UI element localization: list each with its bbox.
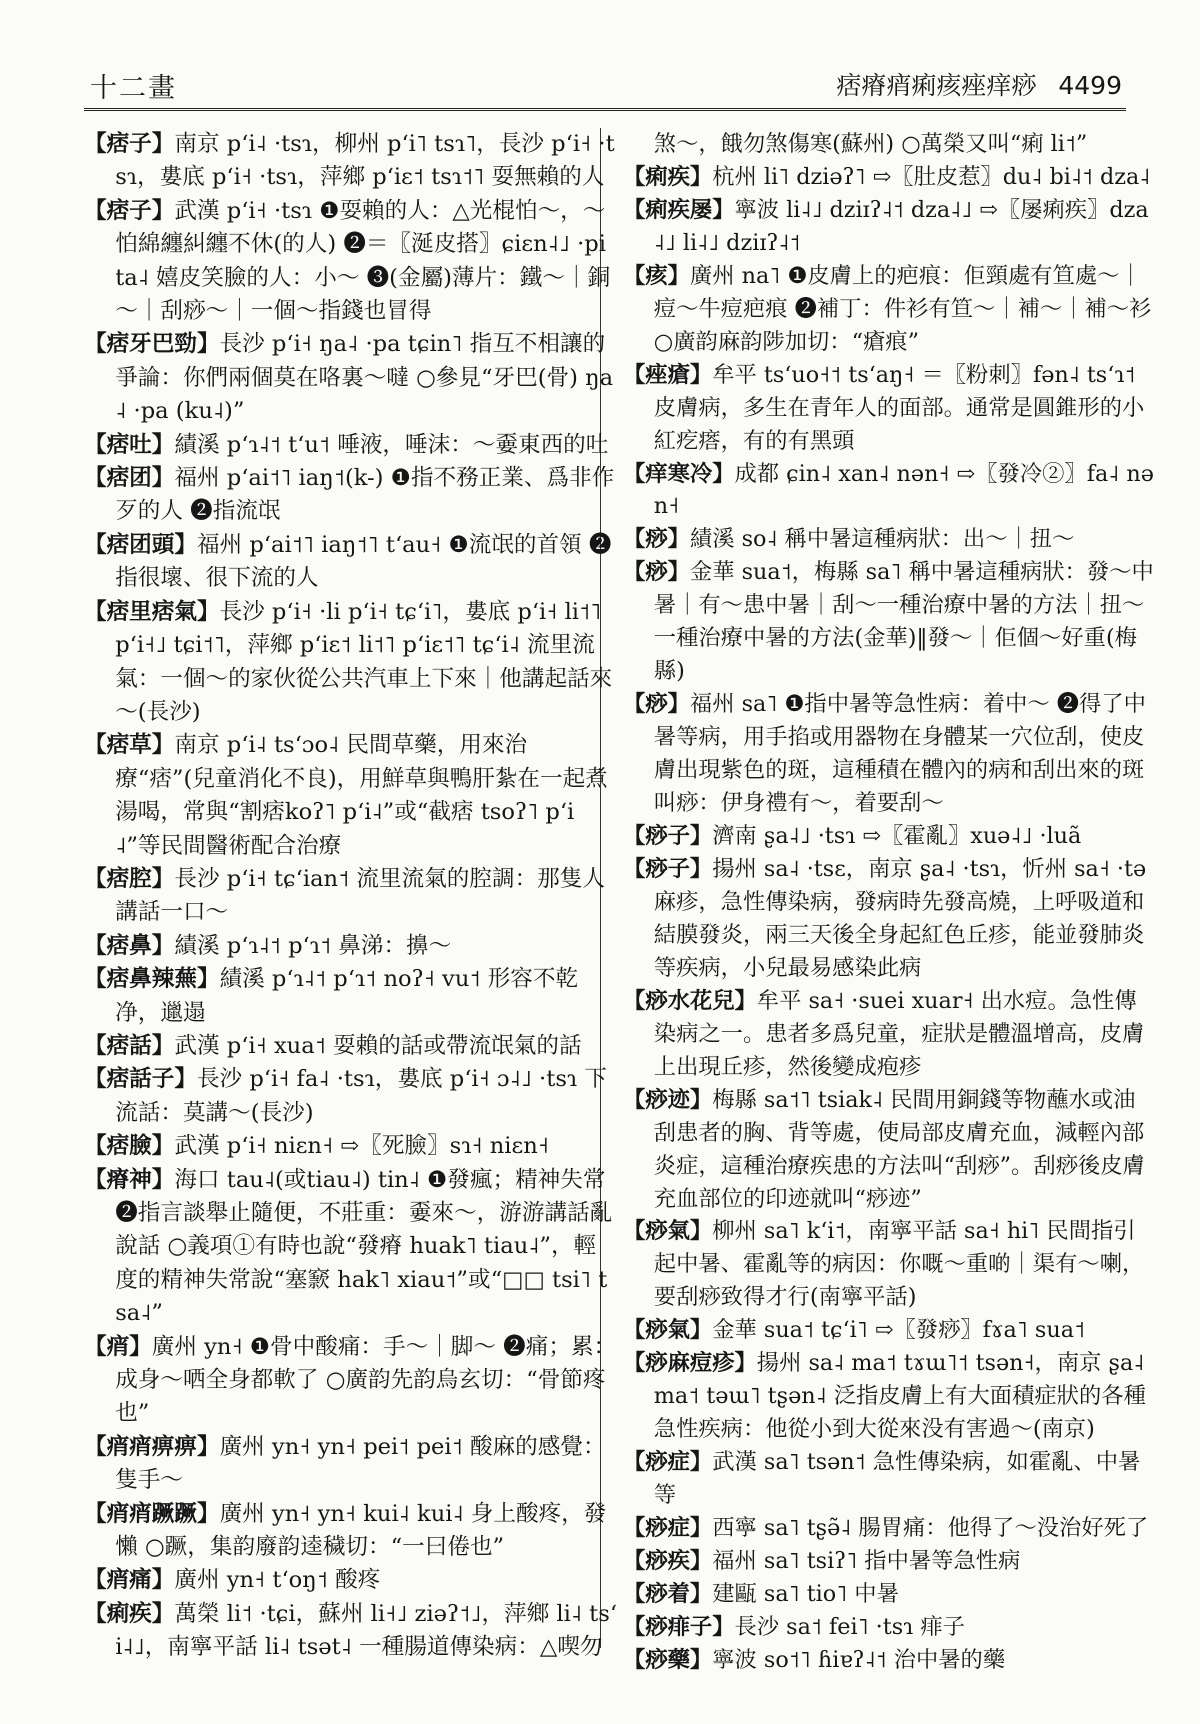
entry-headword: 【痢疾屡】 xyxy=(623,196,735,223)
entry-headword: 【痞腔】 xyxy=(84,865,175,892)
entry-definition: 揚州 sa˨ ·tsɛ，南京 ʂa˨ ·tsɿ，忻州 sa˧ ·tə 麻疹，急性傳染病，發病時先發高燒，上呼吸道和結膜發炎，兩三天後全身起紅色丘疹，能並發肺炎等疾病，小兒最易感染此病 xyxy=(653,855,1147,981)
dictionary-entry xyxy=(84,1598,618,1665)
entry-definition: 梅縣 sa˦˥ tsiak˨ 民間用銅錢等物蘸水或油刮患者的胸、背等處，使局部皮膚充血，減輕內部炎症，這種治療疾患的方法叫“刮痧”。刮痧後皮膚充血部位的印迹就叫“痧迹” xyxy=(653,1086,1145,1212)
entry-definition: 福州 pʻai˦˥ iaŋ˦(k-) ❶指不務正業、爲非作歹的人 ❷指流氓 xyxy=(115,465,615,525)
entry-definition: 南京 pʻi˨ ·tsɿ，柳州 pʻi˥ tsɿ˥，長沙 pʻi˧ ·tsɿ，婁底 pʻi˧ ·tsɿ，萍鄉 pʻiɛ˦ tsɿ˦˥ 耍無賴的人 xyxy=(115,131,615,191)
dictionary-entry xyxy=(623,1611,1157,1644)
dictionary-entry xyxy=(623,1084,1157,1216)
entry-definition: 牟平 sa˧ ·suei xuar˧ 出水痘。急性傳染病之一。患者多爲兒童，症狀是體溫增高，皮膚上出現丘疹，然後變成疱疹 xyxy=(653,987,1145,1080)
dictionary-entry xyxy=(84,963,618,1030)
dictionary-entry xyxy=(84,195,618,329)
entry-definition: 武漢 pʻi˧ niɛn˧ ⇨〖死臉〗sɿ˧ niɛn˧ xyxy=(174,1133,549,1160)
entry-headword: 【痢疾】 xyxy=(623,163,713,190)
entry-definition: 長沙 pʻi˧ tɕʻian˦ 流里流氣的腔調：那隻人講話一口～ xyxy=(115,865,605,926)
page-header xyxy=(84,62,1126,111)
dictionary-entry xyxy=(84,328,618,428)
guide-characters: 痞瘠痟痢痎痤痒痧 xyxy=(836,71,1037,100)
entry-definition: 萬榮 li˦ ·tɕi，蘇州 li˧˩ ziəʔ˦˩，萍鄉 li˨ tsʻi˨˩，南寧平話 li˨ tsət˨ 一種腸道傳染病：△喫勿 xyxy=(115,1600,618,1661)
entry-headword: 【痧子】 xyxy=(623,823,713,850)
dictionary-entry xyxy=(84,1331,618,1431)
dictionary-entry xyxy=(84,863,618,930)
entry-headword: 【痞話】 xyxy=(84,1032,175,1059)
dictionary-entry xyxy=(84,930,618,963)
entry-headword: 【痧水花兒】 xyxy=(623,987,757,1014)
entry-headword: 【痞鼻】 xyxy=(84,932,175,959)
entry-headword: 【痞草】 xyxy=(84,732,175,759)
dictionary-entry xyxy=(84,529,618,596)
entry-definition: 廣州 yn˧ ❶骨中酸痛：手～｜脚～ ❷痛；累：成身～哂全身都軟了 ○廣韵先韵烏玄切：“骨節疼也” xyxy=(115,1333,617,1427)
entry-headword: 【痟痛】 xyxy=(84,1567,175,1594)
entry-definition: 廣州 yn˧ yn˧ pei˦ pei˦ 酸麻的感覺：隻手～ xyxy=(115,1433,606,1494)
dictionary-entry xyxy=(623,194,1157,260)
entry-headword: 【痧】 xyxy=(623,691,690,718)
entry-definition: 福州 sa˥ tsiʔ˥ 指中暑等急性病 xyxy=(712,1547,1021,1574)
entry-headword: 【痧症】 xyxy=(623,1515,713,1542)
entry-headword: 【痧症】 xyxy=(623,1449,713,1476)
entry-headword: 【痧】 xyxy=(623,526,690,553)
stroke-count-heading: 十二畫 xyxy=(90,73,177,104)
entry-headword: 【痧着】 xyxy=(623,1580,713,1607)
dictionary-entry xyxy=(623,260,1157,359)
entry-headword: 【痧迹】 xyxy=(623,1086,713,1113)
entry-headword: 【痧麻痘疹】 xyxy=(623,1350,757,1377)
entry-headword: 【痧氣】 xyxy=(623,1317,713,1344)
dictionary-entry xyxy=(84,1564,618,1597)
running-head xyxy=(836,66,1122,102)
entry-definition: 建甌 sa˥ tio˥ 中暑 xyxy=(712,1580,899,1607)
entry-definition: 寧波 so˦˥ ɦiɐʔ˨˦ 治中暑的藥 xyxy=(712,1646,1006,1673)
entry-definition: 寧波 li˨˩ dziɪʔ˨˦ dza˨˩ ⇨〖屡痢疾〗dza˨˩ li˨˩ dziɪʔ˨˦ xyxy=(653,196,1149,256)
dictionary-entry xyxy=(84,1130,618,1163)
entry-headword: 【痧藥】 xyxy=(623,1646,713,1673)
entry-headword: 【痢疾】 xyxy=(84,1600,175,1627)
page-number: 4499 xyxy=(1058,71,1122,100)
entry-definition: 成都 ɕin˨ xan˨ nən˧ ⇨〖發冷②〗fa˨ nən˧ xyxy=(653,460,1154,520)
entry-headword: 【痟痟蹶蹶】 xyxy=(84,1500,220,1527)
entry-definition: 廣州 na˥ ❶皮膚上的疤痕：佢頸處有笪處～｜痘～牛痘疤痕 ❷補丁：件衫有笪～｜補～｜補～衫 ○廣韵麻韵陟加切：“瘡痕” xyxy=(653,262,1152,355)
dictionary-entry xyxy=(84,1164,618,1331)
dictionary-entry xyxy=(623,1644,1157,1677)
dictionary-entry xyxy=(84,1063,618,1130)
dictionary-entry xyxy=(623,853,1157,985)
dictionary-entry xyxy=(623,359,1157,458)
dictionary-entry xyxy=(623,1446,1157,1512)
entry-definition: 煞～，餓勿煞傷寒(蘇州) ○萬榮又叫“痢 li˦” xyxy=(653,131,1088,157)
entry-definition: 福州 pʻai˦˥ iaŋ˦˥ tʻau˧ ❶流氓的首領 ❷指很壞、很下流的人 xyxy=(115,531,612,592)
entry-headword: 【痎】 xyxy=(623,262,690,289)
entry-definition: 長沙 sa˦ fei˥ ·tsɿ 痱子 xyxy=(734,1613,965,1640)
entry-headword: 【痞臉】 xyxy=(84,1133,175,1160)
entry-headword: 【痞子】 xyxy=(84,197,175,224)
dictionary-entry xyxy=(623,1314,1157,1347)
entry-definition: 西寧 sa˥ tʂə̃˨ 腸胃痛：他得了～没治好死了 xyxy=(712,1515,1149,1542)
entry-definition: 牟平 tsʻuo˧˦ tsʻaŋ˧ ＝〖粉刺〗fən˨ tsʻɿ˦ 皮膚病，多生在青年人的面部。通常是圓錐形的小紅疙瘩，有的有黑頭 xyxy=(653,361,1145,454)
dictionary-entry xyxy=(623,1512,1157,1545)
entry-definition: 長沙 pʻi˧ ·li pʻi˧ tɕʻi˥，婁底 pʻi˧ li˦˥ pʻi˧˩ tɕi˦˥，萍鄉 pʻiɛ˦ li˦˥ pʻiɛ˦˥ tɕʻi˨ 流里流氣：一個～的家伙從公共汽車上下來｜他講起話來～(長沙) xyxy=(115,598,613,725)
entry-headword: 【痤瘡】 xyxy=(623,361,713,388)
dictionary-entry xyxy=(623,523,1157,556)
dictionary-entry xyxy=(623,688,1157,820)
right-column xyxy=(623,128,1157,1677)
entry-headword: 【痧疾】 xyxy=(623,1547,713,1574)
dictionary-entry xyxy=(84,1431,618,1498)
entry-headword: 【痞团頭】 xyxy=(84,531,197,558)
dictionary-entry xyxy=(84,128,618,195)
dictionary-entry xyxy=(623,458,1157,524)
entry-definition: 南京 pʻi˨ tsʻɔo˨ 民間草藥，用來治療“痞”(兒童消化不良)，用鮮草與鴨肝紮在一起煮湯喝，常與“割痞koʔ˥ pʻi˨”或“截痞 tsoʔ˥ pʻi˨”等民間醫術配合治療 xyxy=(115,732,608,859)
entry-definition: 廣州 yn˧ tʻoŋ˦ 酸疼 xyxy=(174,1567,381,1594)
dictionary-entry xyxy=(623,1578,1157,1611)
entry-definition: 績溪 so˨ 稱中暑這種病狀：出～｜扭～ xyxy=(689,526,1075,553)
entry-definition: 揚州 sa˨ ma˦ tɤɯ˥˦ tsən˧，南京 ʂa˨ ma˦ təɯ˥ tʂən˨ 泛指皮膚上有大面積症狀的各種急性疾病：他從小到大從來没有害過～(南京) xyxy=(653,1350,1146,1443)
entry-definition: 績溪 pʻɿ˨˦ pʻɿ˦ 鼻涕：擤～ xyxy=(174,932,452,959)
dictionary-entry xyxy=(84,1030,618,1063)
entry-headword: 【瘠神】 xyxy=(84,1166,175,1193)
dictionary-entry xyxy=(84,729,618,863)
dictionary-entry xyxy=(84,1498,618,1565)
dictionary-entry xyxy=(623,820,1157,853)
left-column xyxy=(84,128,618,1665)
entry-headword: 【痧痱子】 xyxy=(623,1613,735,1640)
entry-headword: 【痒寒冷】 xyxy=(623,460,735,487)
entry-definition: 杭州 li˥ dziəʔ˥ ⇨〖肚皮惹〗du˨ bi˨˦ dza˨ xyxy=(712,163,1151,190)
entry-definition: 績溪 pʻɿ˨˦ tʻu˦ 唾液，唾沫：～嫑東西的吐 xyxy=(174,431,609,458)
entry-definition: 金華 sua˦ tɕʻi˥ ⇨〖發痧〗fɤa˥ sua˦ xyxy=(712,1317,1085,1344)
dictionary-entry xyxy=(623,1215,1157,1314)
entry-definition: 武漢 pʻi˧ ·tsɿ ❶耍賴的人：△光棍怕～，～怕綿纏糾纏不休(的人) ❷＝〖涎皮搭〗ɕiɛn˨˩ ·pi ta˨ 嬉皮笑臉的人：小～ ❸(金屬)薄片：鐵～｜銅～｜刮痧～｜一個～指錢也冒得 xyxy=(115,197,611,325)
dictionary-entry xyxy=(84,462,618,529)
entry-headword: 【痞鼻辣蕪】 xyxy=(84,966,220,993)
entry-headword: 【痟】 xyxy=(84,1333,152,1360)
dictionary-entry xyxy=(84,429,618,462)
entry-definition: 長沙 pʻi˧ ŋa˨ ·pa tɕin˥ 指互不相讓的爭論：你們兩個莫在咯裏～噠 ○參見“牙巴(骨) ŋa˨ ·pa (ku˨)” xyxy=(115,331,614,425)
dictionary-entry xyxy=(623,128,1157,161)
entry-definition: 績溪 pʻɿ˨˦ pʻɿ˦ noʔ˧ vu˦ 形容不乾净，邋遢 xyxy=(115,966,579,1026)
entry-headword: 【痞团】 xyxy=(84,465,175,492)
dictionary-entry xyxy=(623,556,1157,688)
entry-definition: 武漢 pʻi˧ xua˦ 耍賴的話或帶流氓氣的話 xyxy=(174,1032,582,1059)
entry-headword: 【痞子】 xyxy=(84,131,175,157)
entry-headword: 【痧子】 xyxy=(623,855,713,882)
entry-definition: 長沙 pʻi˧ fa˨ ·tsɿ，婁底 pʻi˧ ɔ˨˩ ·tsɿ 下流話：莫講～(長沙) xyxy=(115,1066,607,1126)
dictionary-entry xyxy=(623,1347,1157,1446)
entry-definition: 福州 sa˥ ❶指中暑等急性病：着中～ ❷得了中暑等病，用手掐或用器物在身體某一穴位刮，使皮膚出現紫色的斑，這種積在體內的病和刮出來的斑叫痧：伊身禮有～，着要刮～ xyxy=(653,691,1146,817)
entry-headword: 【痞話子】 xyxy=(84,1066,197,1093)
entry-headword: 【痧氣】 xyxy=(623,1218,713,1245)
entry-headword: 【痧】 xyxy=(623,559,690,586)
entry-definition: 柳州 sa˥ kʻi˦，南寧平話 sa˧ hi˥ 民間指引起中暑、霍亂等的病因：你嘅～重啲｜渠有～喇，要刮痧致得才行(南寧平話) xyxy=(653,1218,1145,1311)
entry-definition: 濟南 ʂa˨˩ ·tsɿ ⇨〖霍亂〗xuə˨˩ ·luã xyxy=(712,823,1082,850)
entry-headword: 【痞吐】 xyxy=(84,431,175,458)
entry-headword: 【痞里痞氣】 xyxy=(84,598,220,625)
dictionary-entry xyxy=(623,1545,1157,1578)
entry-definition: 廣州 yn˧ yn˧ kui˨ kui˨ 身上酸疼，發懶 ○蹶，集韵廢韵逵穢切：“一曰倦也” xyxy=(115,1500,607,1561)
entry-definition: 金華 sua˦，梅縣 sa˥ 稱中暑這種病狀：發～中暑｜有～患中暑｜刮～一種治療中暑的方法｜扭～一種治療中暑的方法(金華)‖發～｜佢個～好重(梅縣) xyxy=(653,559,1154,685)
entry-definition: 武漢 sa˥ tsən˦ 急性傳染病，如霍亂、中暑等 xyxy=(653,1449,1141,1509)
entry-headword: 【痟痟痹痹】 xyxy=(84,1433,220,1460)
dictionary-entry xyxy=(84,596,618,730)
entry-headword: 【痞牙巴勁】 xyxy=(84,331,220,358)
dictionary-entry xyxy=(623,985,1157,1084)
entry-definition: 海口 tau˨(或tiau˨) tin˨ ❶發瘋；精神失常 ❷指言談舉止隨便，不莊重：嫑來～，游游講話亂說話 ○義項①有時也說“發瘠 huak˥ tiau˨”，輕度的精神失常說“塞窾 hak˥ xiau˦”或“□□ tsi˥ tsa˨” xyxy=(115,1166,613,1327)
dictionary-entry xyxy=(623,161,1157,194)
